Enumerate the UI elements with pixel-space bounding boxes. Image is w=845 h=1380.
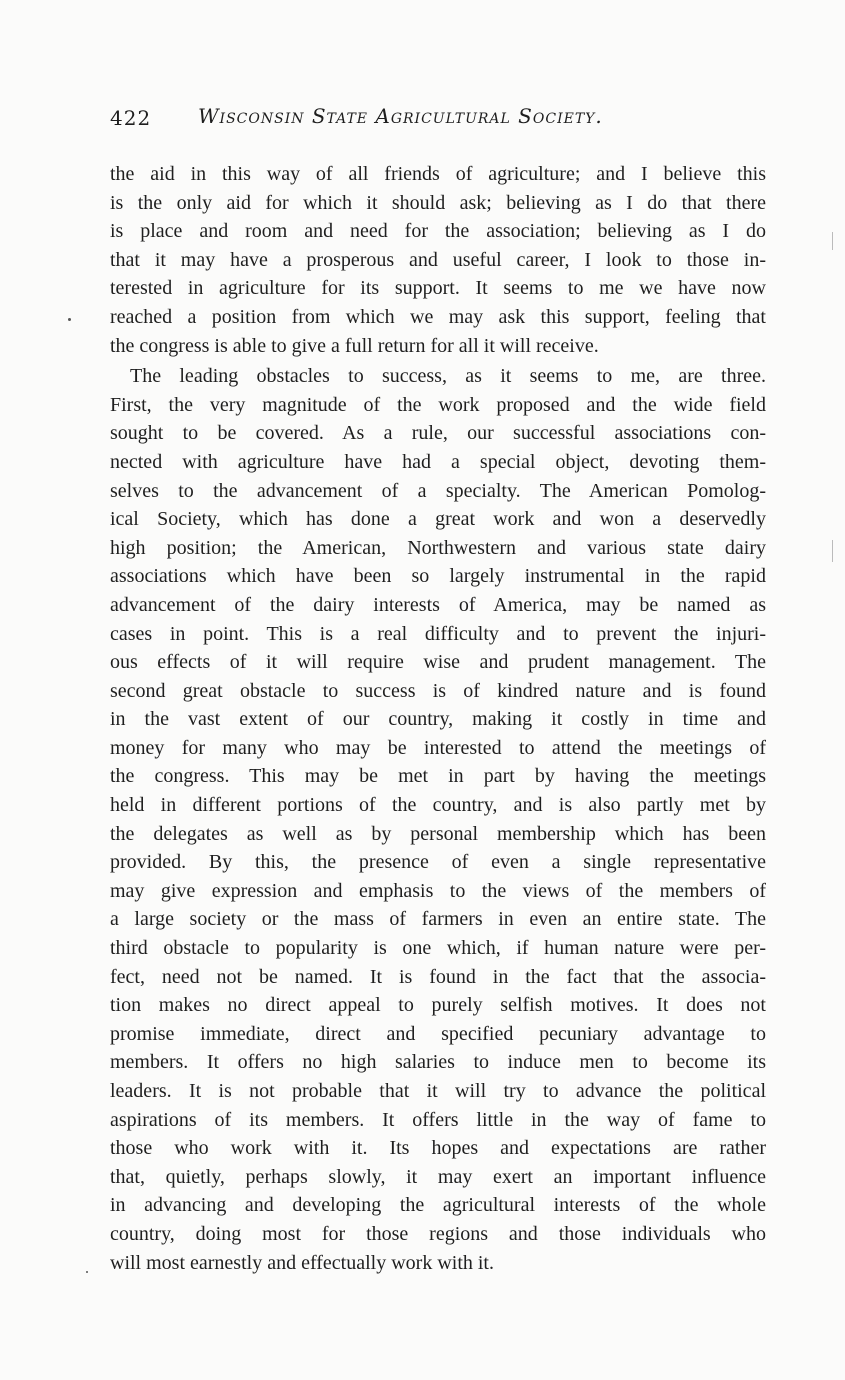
scan-speck (86, 1271, 88, 1273)
text-line: second great obstacle to success is of kindred nature and is found (110, 679, 766, 702)
text-line: ous effects of it will require wise and prudent management. The (110, 651, 766, 674)
page-number: 422 (110, 106, 152, 130)
text-line: associations which have been so largely instrumental in the rapid (110, 565, 766, 588)
text-line: reached a position from which we may ask this support, feeling that (110, 305, 766, 328)
text-line: the congress is able to give a full return for all it will receive. (110, 334, 599, 357)
scan-speck (68, 318, 71, 321)
body-text (110, 160, 766, 1277)
text-line: is the only aid for which it should ask; believing as I do that there (110, 191, 766, 214)
text-line: money for many who may be interested to attend the meetings of (110, 736, 766, 759)
text-line: selves to the advancement of a specialty. The American Pomolog- (110, 479, 766, 502)
text-line: cases in point. This is a real difficulty and to prevent the injuri- (110, 622, 766, 645)
text-line: country, doing most for those regions and those individuals who (110, 1222, 766, 1245)
text-line: members. It offers no high salaries to induce men to become its (110, 1051, 766, 1074)
text-line: fect, need not be named. It is found in the fact that the associa- (110, 965, 766, 988)
text-line: ical Society, which has done a great work and won a deservedly (110, 508, 766, 531)
text-line: nected with agriculture have had a special object, devoting them- (110, 450, 766, 473)
text-line: in the vast extent of our country, making it costly in time and (110, 708, 766, 731)
text-line: in advancing and developing the agricultural interests of the whole (110, 1194, 766, 1217)
text-line: third obstacle to popularity is one which, if human nature were per- (110, 937, 766, 960)
text-line: will most earnestly and effectually work with it. (110, 1251, 494, 1274)
text-line: that, quietly, perhaps slowly, it may exert an important influence (110, 1165, 766, 1188)
text-line: aspirations of its members. It offers little in the way of fame to (110, 1108, 766, 1131)
text-line: The leading obstacles to success, as it seems to me, are three. (130, 365, 766, 388)
text-line: that it may have a prosperous and useful career, I look to those in- (110, 248, 766, 271)
text-line: the aid in this way of all friends of agriculture; and I believe this (110, 163, 766, 185)
text-line: the delegates as well as by personal membership which has been (110, 822, 766, 845)
text-line: terested in agriculture for its support. It seems to me we have now (110, 277, 766, 300)
text-line: a large society or the mass of farmers in even an entire state. The (110, 908, 766, 931)
page-header (110, 100, 770, 134)
text-line: leaders. It is not probable that it will try to advance the political (110, 1080, 766, 1102)
text-line: is place and room and need for the association; believing as I do (110, 220, 766, 243)
paragraph-1 (110, 160, 766, 360)
text-line: provided. By this, the presence of even a single representative (110, 851, 766, 874)
scan-mark (832, 540, 833, 562)
text-line: tion makes no direct appeal to purely selfish motives. It does not (110, 994, 766, 1017)
text-line: held in different portions of the country, and is also partly met by (110, 794, 766, 817)
text-line: may give expression and emphasis to the views of the members of (110, 879, 766, 902)
scan-mark (832, 232, 833, 250)
text-line: those who work with it. Its hopes and expectations are rather (110, 1137, 766, 1160)
running-title: Wisconsin State Agricultural Society. (198, 104, 603, 128)
text-line: advancement of the dairy interests of America, may be named as (110, 593, 766, 616)
text-line: First, the very magnitude of the work proposed and the wide field (110, 393, 766, 416)
text-line: high position; the American, Northwestern and various state dairy (110, 536, 766, 559)
text-line: sought to be covered. As a rule, our successful associations con- (110, 422, 766, 445)
text-line: the congress. This may be met in part by having the meetings (110, 765, 766, 788)
text-line: promise immediate, direct and specified pecuniary advantage to (110, 1022, 766, 1045)
paragraph-2 (110, 362, 766, 1277)
